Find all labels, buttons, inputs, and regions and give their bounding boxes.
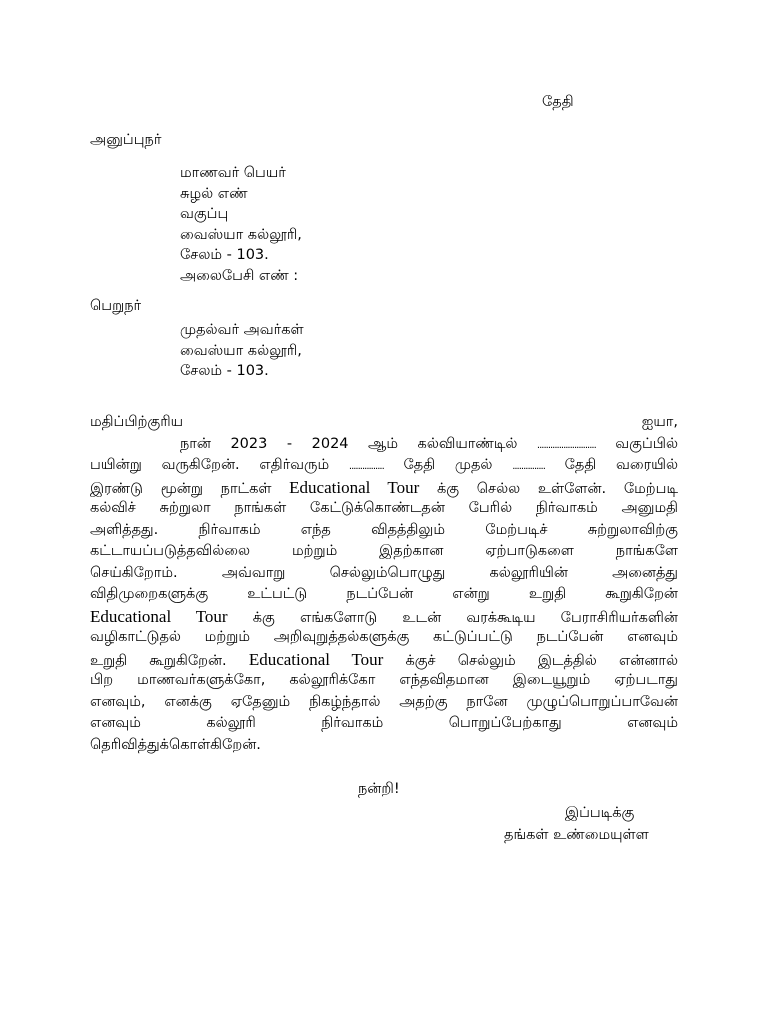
body-line: இரண்டு மூன்று நாட்கள் Educational Tour க்கு செல்ல உள்ளேன். மேற்படி <box>90 477 678 497</box>
body-line: எனவும், எனக்கு ஏதேனும் நிகழ்ந்தால் அதற்கு நானே முழுப்பொறுப்பாவேன் <box>90 693 678 710</box>
sender-college-line: வைஸ்யா கல்லூரி, <box>180 226 302 243</box>
sender-address <box>180 163 302 287</box>
body-line: எனவும் கல்லூரி நிர்வாகம் பொறுப்பேற்காது எனவும் <box>90 715 678 731</box>
body-line: நான் 2023 - 2024 ஆம் கல்வியாண்டில் ........................... வகுப்பில் <box>180 435 678 452</box>
blank-start-date: ................ <box>348 461 384 472</box>
letter-body <box>90 412 678 756</box>
body-line: கல்விச் சுற்றுலா நாங்கள் கேட்டுக்கொண்டதன் பேரில் நிர்வாகம் அனுமதி <box>90 500 678 516</box>
body-line: பயின்று வருகிறேன். எதிர்வரும் ................ தேதி முதல் ............... தேதி வரையில் <box>90 457 678 473</box>
blank-class: ........................... <box>536 439 596 451</box>
closing-line-2: தங்கள் உண்மையுள்ள <box>504 827 649 843</box>
sender-phone-line: அலைபேசி எண் : <box>180 267 299 284</box>
body-line: உறுதி கூறுகிறேன். Educational Tour க்குச் செல்லும் இடத்தில் என்னால் <box>90 649 678 669</box>
body-line: தெரிவித்துக்கொள்கிறேன். <box>90 736 261 753</box>
sender-heading: அனுப்புநர் <box>90 132 162 148</box>
body-line: அளித்தது. நிர்வாகம் எந்த விதத்திலும் மேற்படிச் சுற்றுலாவிற்கு <box>90 521 678 538</box>
sender-name-line: மாணவர் பெயர் <box>180 165 286 181</box>
body-line: செய்கிறோம். அவ்வாறு செல்லும்பொழுது கல்லூரியின் அனைத்து <box>90 564 678 581</box>
sender-class-line: வகுப்பு <box>180 206 229 223</box>
body-line: வழிகாட்டுதல் மற்றும் அறிவுறுத்தல்களுக்கு கட்டுப்பட்டு நடப்பேன் எனவும் <box>90 629 678 645</box>
body-line: விதிமுறைகளுக்கு உட்பட்டு நடப்பேன் என்று உறுதி கூறுகிறேன் <box>90 586 678 602</box>
receiver-title-line: முதல்வர் அவர்கள் <box>180 322 304 338</box>
thanks-text: நன்றி! <box>358 781 400 797</box>
salutation: மதிப்பிற்குரிய ஐயா, <box>90 414 678 430</box>
receiver-city-line: சேலம் - 103. <box>180 363 269 380</box>
blank-end-date: ............... <box>512 461 545 472</box>
tour-term: Educational Tour <box>248 649 384 669</box>
sender-city-line: சேலம் - 103. <box>180 247 269 264</box>
receiver-heading: பெறுநர் <box>90 298 142 314</box>
tour-term: Educational Tour <box>289 477 420 497</box>
body-line: கட்டாயப்படுத்தவில்லை மற்றும் இதற்கான ஏற்பாடுகளை நாங்களே <box>90 543 678 559</box>
body-line: Educational Tour க்கு எங்களோடு உடன் வரக்கூடிய பேராசிரியர்களின் <box>90 606 678 626</box>
body-line: பிற மாணவர்களுக்கோ, கல்லூரிக்கோ எந்தவிதமான இடையூறும் ஏற்படாது <box>90 672 678 688</box>
closing-line-1: இப்படிக்கு <box>565 805 635 821</box>
tour-term: Educational Tour <box>90 606 228 626</box>
receiver-college-line: வைஸ்யா கல்லூரி, <box>180 342 302 359</box>
receiver-address <box>180 320 304 382</box>
sender-roll-line: சுழல் எண் <box>180 185 248 202</box>
date-label: தேதி <box>542 94 574 110</box>
